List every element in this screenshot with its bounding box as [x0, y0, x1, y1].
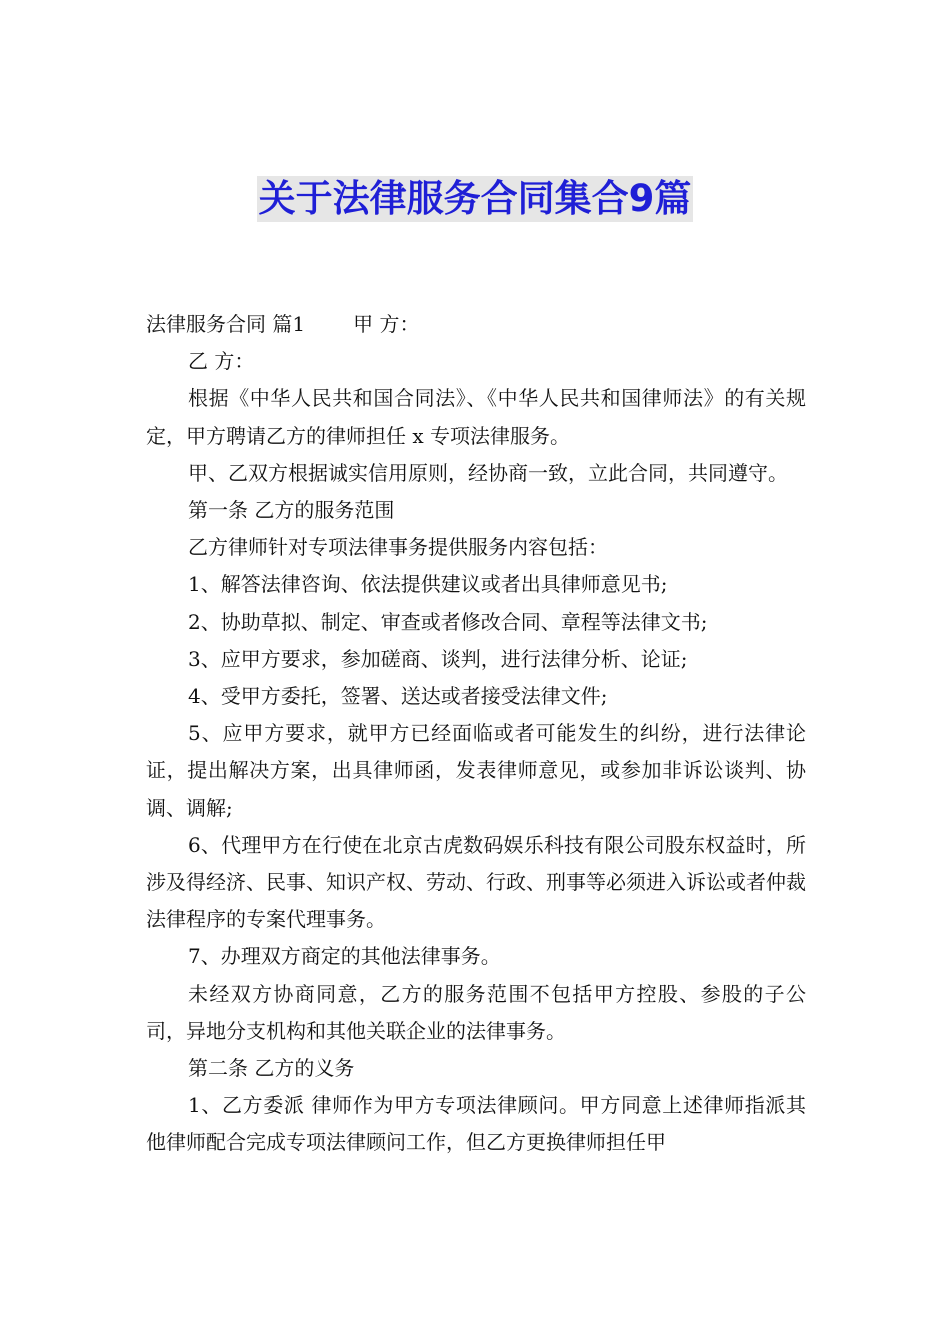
list-item: 7、办理双方商定的其他法律事务。 [188, 944, 501, 969]
title-area [0, 176, 950, 222]
paragraph: 未经双方协商同意，乙方的服务范围不包括甲方控股、参股的子公司，异地分支机构和其他关联企业的法律事务。 [146, 981, 806, 1043]
document-title: 关于法律服务合同集合9篇 [258, 177, 692, 220]
paragraph: 乙 方： [188, 349, 255, 374]
list-item: 5、应甲方要求，就甲方已经面临或者可能发生的纠纷，进行法律论证，提出解决方案，出具律师函，发表律师意见，或参加非诉讼谈判、协调、调解; [146, 721, 806, 820]
article-heading: 第一条 乙方的服务范围 [188, 498, 395, 523]
list-item: 2、协助草拟、制定、审查或者修改合同、章程等法律文书; [188, 609, 708, 634]
list-item: 1、解答法律咨询、依法提供建议或者出具律师意见书; [188, 572, 668, 597]
document-body [146, 306, 806, 1162]
paragraph: 乙方律师针对专项法律事务提供服务内容包括： [188, 535, 608, 560]
party-a-label: 甲 方： [353, 312, 420, 336]
list-item: 3、应甲方要求，参加磋商、谈判，进行法律分析、论证; [188, 646, 688, 671]
section-heading-line [146, 306, 806, 343]
list-item: 4、受甲方委托，签署、送达或者接受法律文件; [188, 684, 608, 709]
article-heading: 第二条 乙方的义务 [188, 1056, 355, 1081]
list-item: 6、代理甲方在行使在北京古虎数码娱乐科技有限公司股东权益时，所涉及得经济、民事、知识产权、劳动、行政、刑事等必须进入诉讼或者仲裁法律程序的专案代理事务。 [146, 832, 806, 932]
list-item: 1、乙方委派 律师作为甲方专项法律顾问。甲方同意上述律师指派其他律师配合完成专项法律顾问工作，但乙方更换律师担任甲 [146, 1093, 806, 1155]
paragraph: 根据《中华人民共和国合同法》、《中华人民共和国律师法》的有关规定，甲方聘请乙方的律师担任 x 专项法律服务。 [146, 386, 806, 448]
section-title: 法律服务合同 篇1 [146, 312, 306, 336]
paragraph: 甲、乙双方根据诚实信用原则，经协商一致，立此合同，共同遵守。 [188, 460, 788, 485]
